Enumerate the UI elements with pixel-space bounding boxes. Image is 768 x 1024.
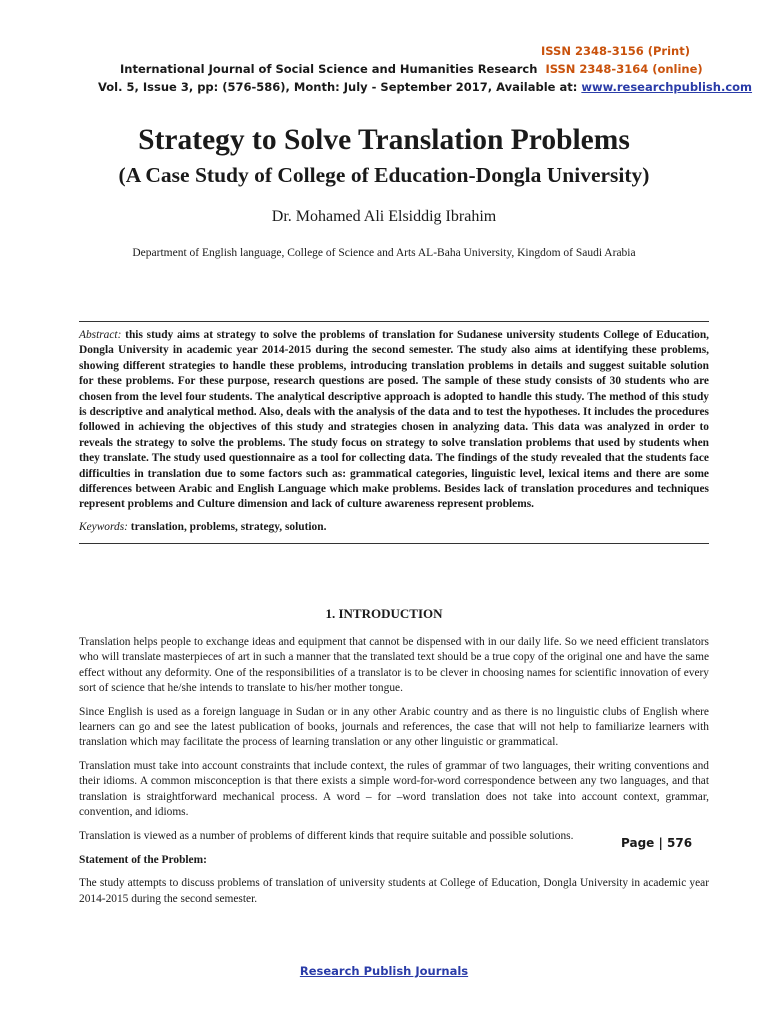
page-number: Page | 576 <box>621 836 693 850</box>
abstract-section <box>79 321 709 544</box>
introduction-body <box>79 635 709 915</box>
issn-online: ISSN 2348-3164 (online) <box>545 62 703 76</box>
paper-title: Strategy to Solve Translation Problems <box>138 124 630 156</box>
body-paragraph: Since English is used as a foreign language in Sudan or in any other Arabic country and as there is no linguistic clubs of English where learners can go and see the latest publication of books, journals and references, the case that will not help to familiarize learners with translation which may facilitate the process of learning translation or any other linguistic or grammatical. <box>79 705 709 749</box>
author-name: Dr. Mohamed Ali Elsiddig Ibrahim <box>271 208 497 225</box>
body-paragraph: The study attempts to discuss problems of translation of university students at College of Education, Dongla University in academic year 2014-2015 during the second semester. <box>79 877 709 905</box>
author-affiliation: Department of English language, College of Science and Arts AL-Baha University, Kingdom of Saudi Arabia <box>132 247 636 259</box>
keywords-line <box>79 521 709 533</box>
abstract-body: this study aims at strategy to solve the problems of translation for Sudanese university students College of Education, Dongla University in academic year 2014-2015 during the second semester. The study also aims at identifying these problems, showing different strategies to handle these problems, introducing translation problems in details and suggest suitable solution for these problems. For these purpose, research questions are posed. The sample of these study consists of 30 students who are chosen from the level four students. The analytical descriptive approach is adopted to handle this study. The method of this study is descriptive and analytical method. Also, deals with the analysis of the data and to test the hypotheses. It includes the procedures followed in achieving the objectives of this study and strategies chosen in analyzing data. This data was analyzed in order to reveals the strategy to solve the problems. The study focus on strategy to solve translation problems that used by students when they translate. The study used questionnaire as a tool for collecting data. The findings of the study revealed that the students face difficulties in translation due to some factors such as: grammatical categories, linguistic level, lexical items and there are some differences between Arabic and English Language which make problems. Besides lack of translation procedures and techniques represent problems and Culture dimension and lack of culture awareness represent problems. <box>79 329 709 511</box>
issue-info: Vol. 5, Issue 3, pp: (576-586), Month: July - September 2017, Available at: <box>98 80 582 94</box>
keywords-list: translation, problems, strategy, solution. <box>127 520 327 533</box>
section-heading-introduction: 1. INTRODUCTION <box>325 606 443 621</box>
body-paragraph: Translation is viewed as a number of problems of different kinds that require suitable and possible solutions. <box>79 829 574 842</box>
journal-header-line <box>120 62 768 76</box>
body-paragraph: Translation must take into account constraints that include context, the rules of grammar of two languages, their writing conventions and their idioms. A common misconception is that there exists a simple word-for-word correspondence between any two languages, and that translation is straightforward mechanical process. A word – for –word translation does not take into account context, grammar, convention, and idioms. <box>79 760 709 818</box>
website-link[interactable]: www.researchpublish.com <box>581 80 753 94</box>
footer <box>0 964 768 978</box>
publisher-link[interactable]: Research Publish Journals <box>299 964 469 978</box>
abstract-label: Abstract: <box>79 329 122 341</box>
issn-print: ISSN 2348-3156 (Print) <box>541 44 690 58</box>
paper-subtitle: (A Case Study of College of Education-Dongla University) <box>118 163 650 187</box>
journal-name: International Journal of Social Science and Humanities Research <box>120 62 538 76</box>
keywords-label: Keywords: <box>79 520 128 533</box>
issue-info-line <box>98 80 768 94</box>
body-paragraph: Translation helps people to exchange ideas and equipment that cannot be dispensed with in our daily life. So we need efficient translators who will translate masterpieces of art in such a manner that the translated text should be a true copy of the original one and have the same effect without any deformity. One of the responsibilities of a translator is to be clever in choosing names for scientific innovation of every sort of science that he/she intends to translate to his/her mother tongue. <box>79 636 709 694</box>
abstract-paragraph <box>79 328 709 513</box>
subheading-statement-of-problem: Statement of the Problem: <box>79 853 207 866</box>
